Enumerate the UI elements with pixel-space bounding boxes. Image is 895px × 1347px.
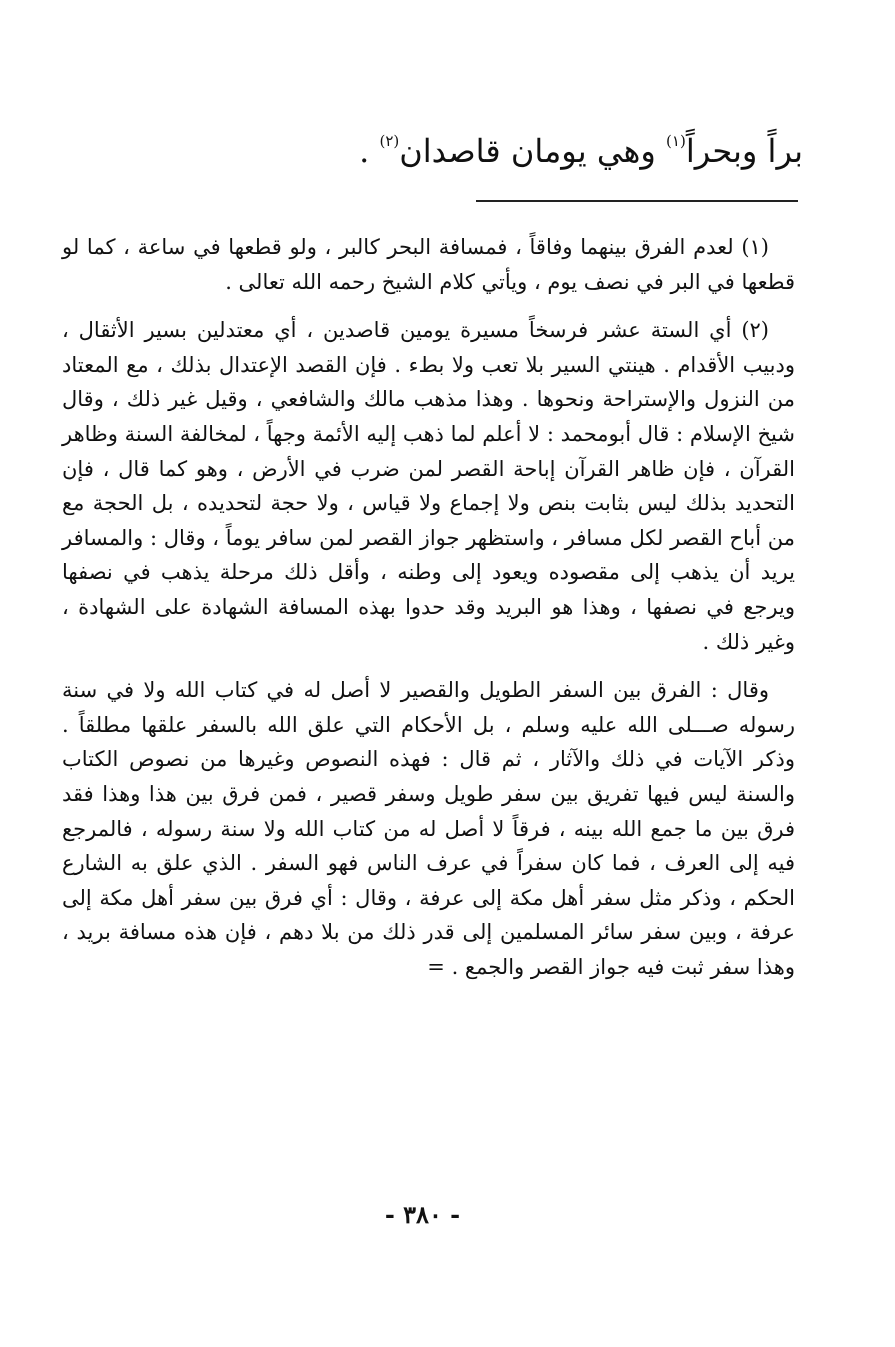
footnote-2-text: أي الستة عشر فرسخاً مسيرة يومين قاصدين ، أي معتدلين بسير الأثقال ، ودبيب الأقدام . هينتي السير بلا تعب ولا بطء . فإن القصد الإعتدال بذلك ، مع المعتاد من النزول والإستراحة ونحوها . وهذا مذهب مالك والشافعي ، وقيل غير ذلك ، وقال شيخ الإسلام : قال أبومحمد : لا أعلم لما ذهب إليه الأئمة وجهاً ، لمخالفة السنة وظاهر القرآن ، فإن ظاهر القرآن إباحة القصر لمن ضرب في الأرض ، وهو كما قال ، فإن التحديد بذلك ليس بثابت بنص ولا إجماع ولا قياس ، ولا حجة لتحديده ، بل الحجة مع من أباح القصر لكل مسافر ، واستظهر جواز القصر لمن سافر يوماً ، وقال : والمسافر يريد أن يذهب إلى مقصوده ويعود إلى وطنه ، وأقل ذلك مرحلة يذهب في نصفها ويرجع في نصفها ، وهذا هو البريد وقد حدوا بهذه المسافة الشهادة على الشهادة ، وغير ذلك .: [62, 318, 795, 654]
footnote-1-marker: (١): [741, 235, 769, 259]
footnote-1-text: لعدم الفرق بينهما وفاقاً ، فمسافة البحر كالبر ، ولو قطعها في ساعة ، كما لو قطعها في البر في نصف يوم ، ويأتي كلام الشيخ رحمه الله تعالى .: [62, 235, 795, 294]
main-text-start: براً وبحراً: [685, 132, 803, 170]
footnote-2: [62, 313, 795, 659]
footnote-2-reference: (٢): [379, 132, 400, 150]
footnote-divider: [476, 200, 798, 202]
main-text-line: [103, 122, 803, 180]
footnotes-section: [62, 230, 795, 984]
footnote-2-continuation: [62, 673, 795, 984]
main-text-end: .: [359, 132, 380, 170]
footnote-1-reference: (١): [666, 132, 686, 150]
main-text-middle: وهي يومان قاصدان: [399, 132, 667, 170]
footnote-2-marker: (٢): [741, 318, 769, 343]
footnote-2-continuation-text: وقال : الفرق بين السفر الطويل والقصير لا أصل له في كتاب الله ولا في سنة رسوله صـــلى الله عليه وسلم ، بل الأحكام التي علق الله بالسفر علقها مطلقاً . وذكر الآيات في ذلك والآثار ، ثم قال : فهذه النصوص وغيرها من نصوص الكتاب والسنة ليس فيها تفريق بين سفر طويل وسفر قصير ، فمن فرق بين هذا وهذا فقد فرق بين ما جمع الله بينه ، فرقاً لا أصل له من كتاب الله ولا سنة رسوله ، فالمرجع فيه إلى العرف ، فما كان سفراً في عرف الناس فهو السفر . الذي علق به الشارع الحكم ، وذكر مثل سفر أهل مكة إلى عرفة ، وقال : أي فرق بين سفر أهل مكة إلى عرفة ، وبين سفر سائر المسلمين إلى قدر ذلك من بلا دهم ، فإن هذه مسافة بريد ، وهذا سفر ثبت فيه جواز القصر والجمع . =: [62, 678, 795, 979]
page-number: - ٣٨٠ -: [384, 1200, 461, 1229]
footnote-1: [62, 230, 795, 299]
